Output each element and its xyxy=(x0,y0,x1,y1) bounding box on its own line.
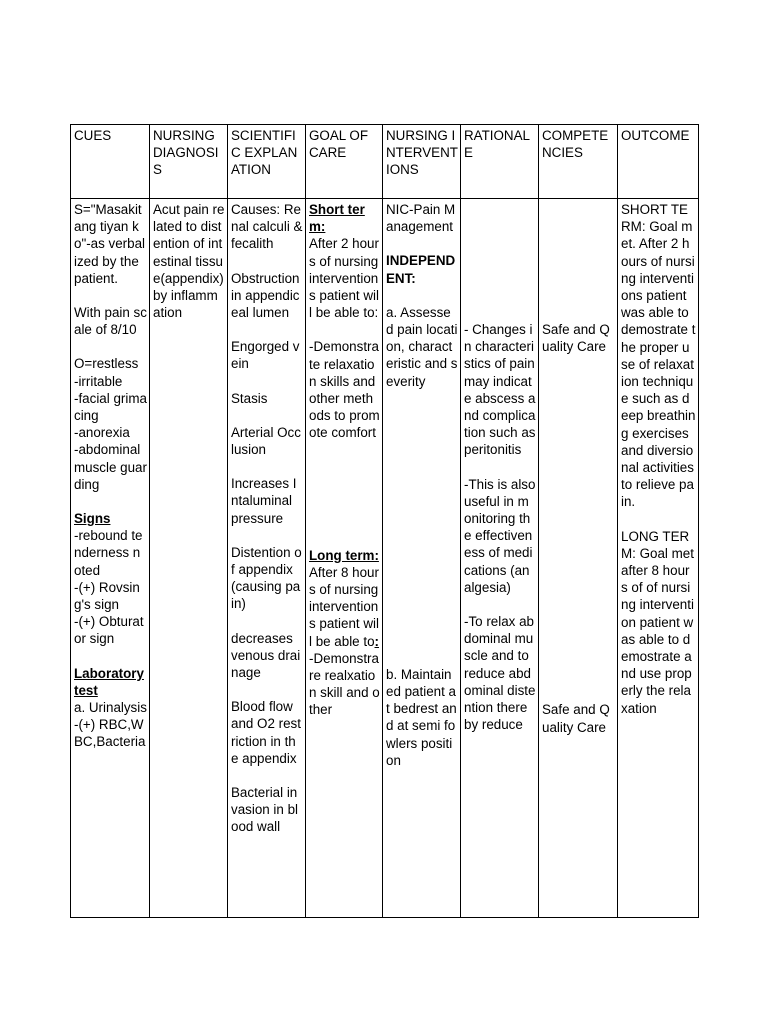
rationale-2: -This is also useful in monitoring the effectiveness of medications (analgesia) xyxy=(464,476,536,595)
goal-short-text: After 2 hours of nursing interventions patient will be able to: xyxy=(309,236,379,321)
explanation-blood-flow: Blood flow and O2 restriction in the appendix xyxy=(231,699,301,766)
explanation-bacterial-invasion: Bacterial invasion in blood wall xyxy=(231,785,298,835)
explanation-obstruction: Obstruction in appendiceal lumen xyxy=(231,270,300,321)
explanation-causes: Causes: Renal calculi & fecalith xyxy=(231,202,303,252)
explanation-intraluminal-pressure: Increases Intaluminal pressure xyxy=(231,476,297,526)
outcome-short: SHORT TERM: Goal met. After 2 hours of nursing interventions patient was able to demostrate the proper use of relaxation technique such as deep breathing exercises and diversional activities to relieve pain. xyxy=(621,202,696,510)
header-outcome: OUTCOME xyxy=(618,125,699,199)
nursing-care-plan-table xyxy=(70,124,699,918)
intervention-a: a. Assessed pain location, characteristic and severity xyxy=(386,304,458,389)
care-plan-page xyxy=(70,124,698,918)
header-competencies: COMPETENCIES xyxy=(539,125,618,199)
explanation-stasis: Stasis xyxy=(231,390,268,406)
explanation-venous-drainage: decreases venous drainage xyxy=(231,630,301,681)
header-scientific-explanation: SCIENTIFIC EXPLANATION xyxy=(228,125,306,199)
interventions-cell xyxy=(383,199,461,918)
explanation-engorged-vein: Engorged vein xyxy=(231,339,300,372)
competency-2: Safe and Quality Care xyxy=(542,702,610,735)
explanation-arterial-occlusion: Arterial Occlusion xyxy=(231,424,301,458)
laboratory-heading: Laboratory test xyxy=(74,665,144,698)
cues-laboratory: a. Urinalysis -(+) RBC,WBC,Bacteria xyxy=(74,700,147,750)
goal-cell xyxy=(306,199,383,918)
outcome-long: LONG TERM: Goal met after 8 hours of of nursing intervention patient was able to demostrate and use properly the relaxation xyxy=(621,528,694,716)
cues-pain-scale: With pain scale of 8/10 xyxy=(74,305,147,338)
outcome-cell xyxy=(618,199,699,918)
diagnosis-cell xyxy=(150,199,228,918)
diagnosis-text: Acut pain related to distention of intestinal tissue(appendix) by inflammation xyxy=(153,202,225,321)
intervention-independent: INDEPENDENT: xyxy=(386,253,456,286)
rationale-cell xyxy=(461,199,539,918)
goal-long-text: After 8 hours of nursing interventions patient will be able to xyxy=(309,564,379,649)
explanation-cell xyxy=(228,199,306,918)
cues-cell xyxy=(71,199,150,918)
rationale-3: -To relax abdominal muscle and to reduce abdominal distention there by reduce xyxy=(464,614,536,733)
goal-long-text-wrap xyxy=(309,564,380,650)
competency-1: Safe and Quality Care xyxy=(542,322,610,355)
goal-short-detail: -Demonstrate relaxation skills and other methods to promote comfort xyxy=(309,339,380,441)
signs-heading: Signs xyxy=(74,511,111,527)
header-nursing-diagnosis: NURSING DIAGNOSIS xyxy=(150,125,228,199)
header-rationale: RATIONALE xyxy=(461,125,539,199)
cues-signs: -rebound tenderness noted -(+) Rovsing's sign -(+) Obturator sign xyxy=(74,528,144,647)
competencies-cell xyxy=(539,199,618,918)
explanation-distention: Distention of appendix (causing pain) xyxy=(231,544,302,612)
rationale-1: - Changes in characteristics of pain may indicate abscess and complication such as peritonitis xyxy=(464,322,536,458)
cues-objective: O=restless -irritable -facial grimacing -anorexia -abdominal muscle guarding xyxy=(74,356,147,492)
intervention-b: b. Maintained patient at bedrest and at semi fowlers position xyxy=(386,666,457,768)
cues-subjective: S="Masakit ang tiyan ko"-as verbalized by the patient. xyxy=(74,202,145,286)
header-cues: CUES xyxy=(71,125,150,199)
goal-long-colon: : xyxy=(374,633,379,649)
header-goal-of-care: GOAL OF CARE xyxy=(306,125,383,199)
header-row xyxy=(71,125,699,199)
intervention-nic: NIC-Pain Management xyxy=(386,202,456,235)
goal-short-heading: Short term: xyxy=(309,202,365,235)
goal-long-heading: Long term: xyxy=(309,547,379,563)
content-row xyxy=(71,199,699,918)
goal-long-detail: -Demonstrare realxation skill and other xyxy=(309,650,380,718)
header-nursing-interventions: NURSING INTERVENTIONS xyxy=(383,125,461,199)
